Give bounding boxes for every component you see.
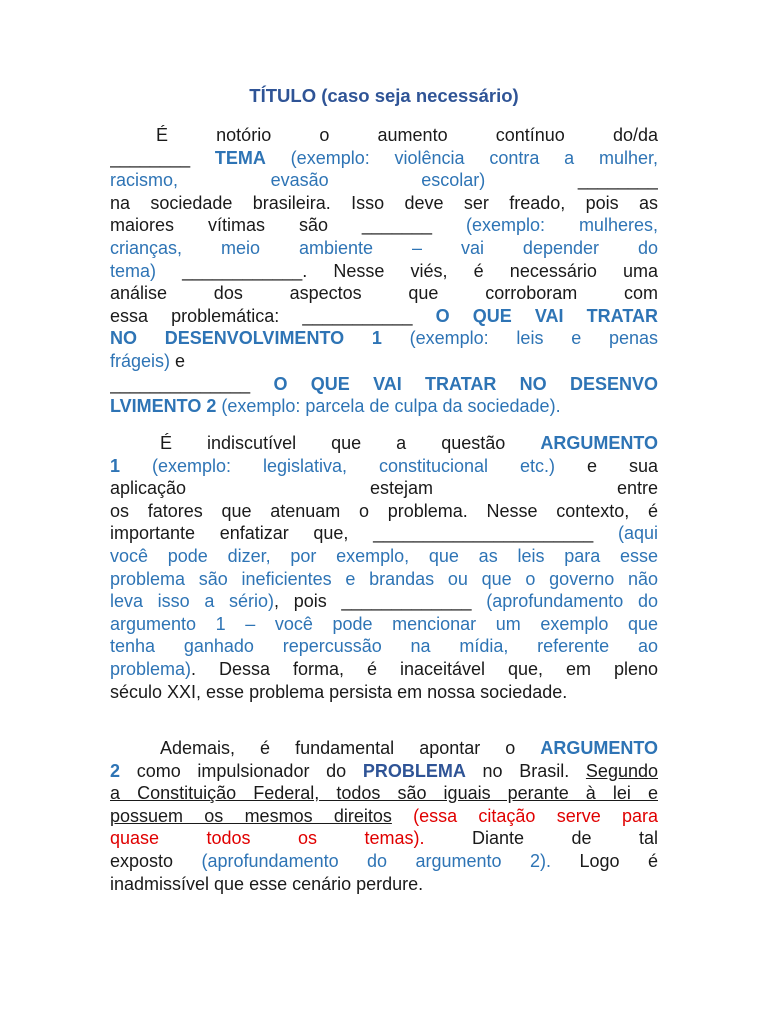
text-line [110, 260, 658, 283]
text-line [110, 124, 658, 147]
keyword-desenvolvimento-2: O QUE VAI TRATAR NO DESENVO [273, 373, 658, 394]
paragraph-argument-1 [110, 432, 658, 703]
text-run: como impulsionador do [120, 760, 363, 781]
text-run: É notório o aumento contínuo do/da [156, 125, 658, 145]
text-line [110, 500, 658, 523]
text-run: análise dos aspectos que corroboram com [110, 283, 658, 304]
example-note: (exemplo: leis e penas [381, 328, 658, 349]
text-line [110, 760, 658, 783]
text-line [110, 873, 658, 896]
text-run: e sua [555, 455, 658, 476]
text-line [110, 568, 658, 591]
blank-field: ________ [110, 147, 215, 168]
example-note: problema são ineficientes e brandas ou que o governo não [110, 568, 658, 589]
keyword-desenvolvimento-1: O QUE VAI TRATAR [435, 305, 658, 326]
text-line [110, 805, 658, 828]
example-note: tenha ganhado repercussão na mídia, referente ao [110, 636, 658, 657]
keyword-argumento-2: ARGUMENTO [540, 738, 658, 758]
text-line [110, 432, 658, 455]
text-run: no Brasil. [465, 760, 586, 781]
text-run: maiores vítimas são _______ [110, 215, 466, 236]
text-line [110, 192, 658, 215]
text-run: Ademais, é fundamental apontar o [160, 738, 541, 758]
text-run: importante enfatizar que, ______________________ [110, 523, 618, 544]
text-line [110, 214, 658, 237]
text-line [110, 522, 658, 545]
example-note: (aprofundamento do [486, 591, 658, 612]
text-line [110, 590, 658, 613]
text-run: inadmissível que esse cenário perdure. [110, 873, 424, 894]
text-line [110, 613, 658, 636]
keyword-problema: PROBLEMA [362, 760, 466, 781]
text-line [110, 350, 658, 373]
keyword-argumento-1: ARGUMENTO [540, 433, 658, 453]
example-note: frágeis) [110, 350, 171, 371]
keyword-desenvolvimento-1: NO DESENVOLVIMENTO 1 [110, 328, 382, 349]
text-line [110, 782, 658, 805]
text-run: Diante de tal [424, 828, 658, 849]
text-run: na sociedade brasileira. Isso deve ser freado, pois as [110, 192, 658, 213]
text-line [110, 373, 658, 396]
citation-underlined: possuem os mesmos direitos [110, 805, 392, 826]
example-note: (exemplo: parcela de culpa da sociedade). [216, 396, 561, 417]
text-line [110, 545, 658, 568]
text-run: essa problemática: ___________ [110, 305, 436, 326]
example-note: (exemplo: legislativa, constitucional etc.) [120, 455, 556, 476]
paragraph-argument-2 [110, 737, 658, 895]
text-run: ____________. Nesse viés, é necessário uma [156, 260, 658, 281]
citation-underlined: a Constituição Federal, todos são iguais perante à lei e [110, 783, 658, 804]
example-note: racismo, evasão escolar) [110, 170, 486, 191]
text-run: Logo é [551, 850, 658, 871]
text-line [110, 282, 658, 305]
example-note: problema) [110, 658, 192, 679]
page-title [0, 84, 768, 108]
text-line [110, 327, 658, 350]
blank-field: ______________ [110, 373, 274, 394]
text-run: os fatores que atenuam o problema. Nesse contexto, é [110, 500, 658, 521]
text-line [110, 147, 658, 170]
text-line [110, 681, 658, 704]
example-note: (exemplo: mulheres, [465, 215, 658, 236]
text-line [110, 850, 658, 873]
text-run: aplicação estejam entre [110, 478, 658, 499]
text-line [110, 827, 658, 850]
keyword-argumento-1: 1 [110, 455, 121, 476]
text-run: . Dessa forma, é inaceitável que, em pleno [191, 658, 658, 679]
text-line [110, 169, 658, 192]
keyword-argumento-2: 2 [110, 760, 121, 781]
citation-underlined: Segundo [585, 760, 658, 781]
title-rest: (caso seja necessário) [316, 85, 519, 106]
keyword-tema: TEMA [214, 147, 266, 168]
text-line [110, 635, 658, 658]
example-note: crianças, meio ambiente – vai depender do [110, 237, 658, 258]
text-run: século XXI, esse problema persista em nossa sociedade. [110, 681, 568, 702]
text-line [110, 737, 658, 760]
text-line [110, 237, 658, 260]
example-note: tema) [110, 260, 157, 281]
text-line [110, 477, 658, 500]
text-line [110, 658, 658, 681]
text-line [110, 455, 658, 478]
citation-note: (essa citação serve para [391, 805, 658, 826]
example-note: argumento 1 – você pode mencionar um exemplo que [110, 613, 658, 634]
title-main: TÍTULO [249, 85, 317, 106]
paragraph-intro [110, 124, 658, 418]
example-note: (aprofundamento do argumento 2). [201, 850, 552, 871]
example-note: você pode dizer, por exemplo, que as leis para esse [110, 545, 658, 566]
text-line [110, 305, 658, 328]
blank-field: ________ [485, 170, 658, 191]
text-run: exposto [110, 850, 202, 871]
example-note: (exemplo: violência contra a mulher, [265, 147, 658, 168]
text-line [110, 395, 658, 418]
keyword-desenvolvimento-2: LVIMENTO 2 [110, 396, 217, 417]
text-run: e [170, 350, 186, 371]
example-note: (aqui [617, 523, 658, 544]
example-note: leva isso a sério) [110, 591, 275, 612]
text-run: É indiscutível que a questão [160, 433, 541, 453]
text-run: , pois _____________ [274, 591, 487, 612]
citation-note: quase todos os temas). [110, 828, 425, 849]
